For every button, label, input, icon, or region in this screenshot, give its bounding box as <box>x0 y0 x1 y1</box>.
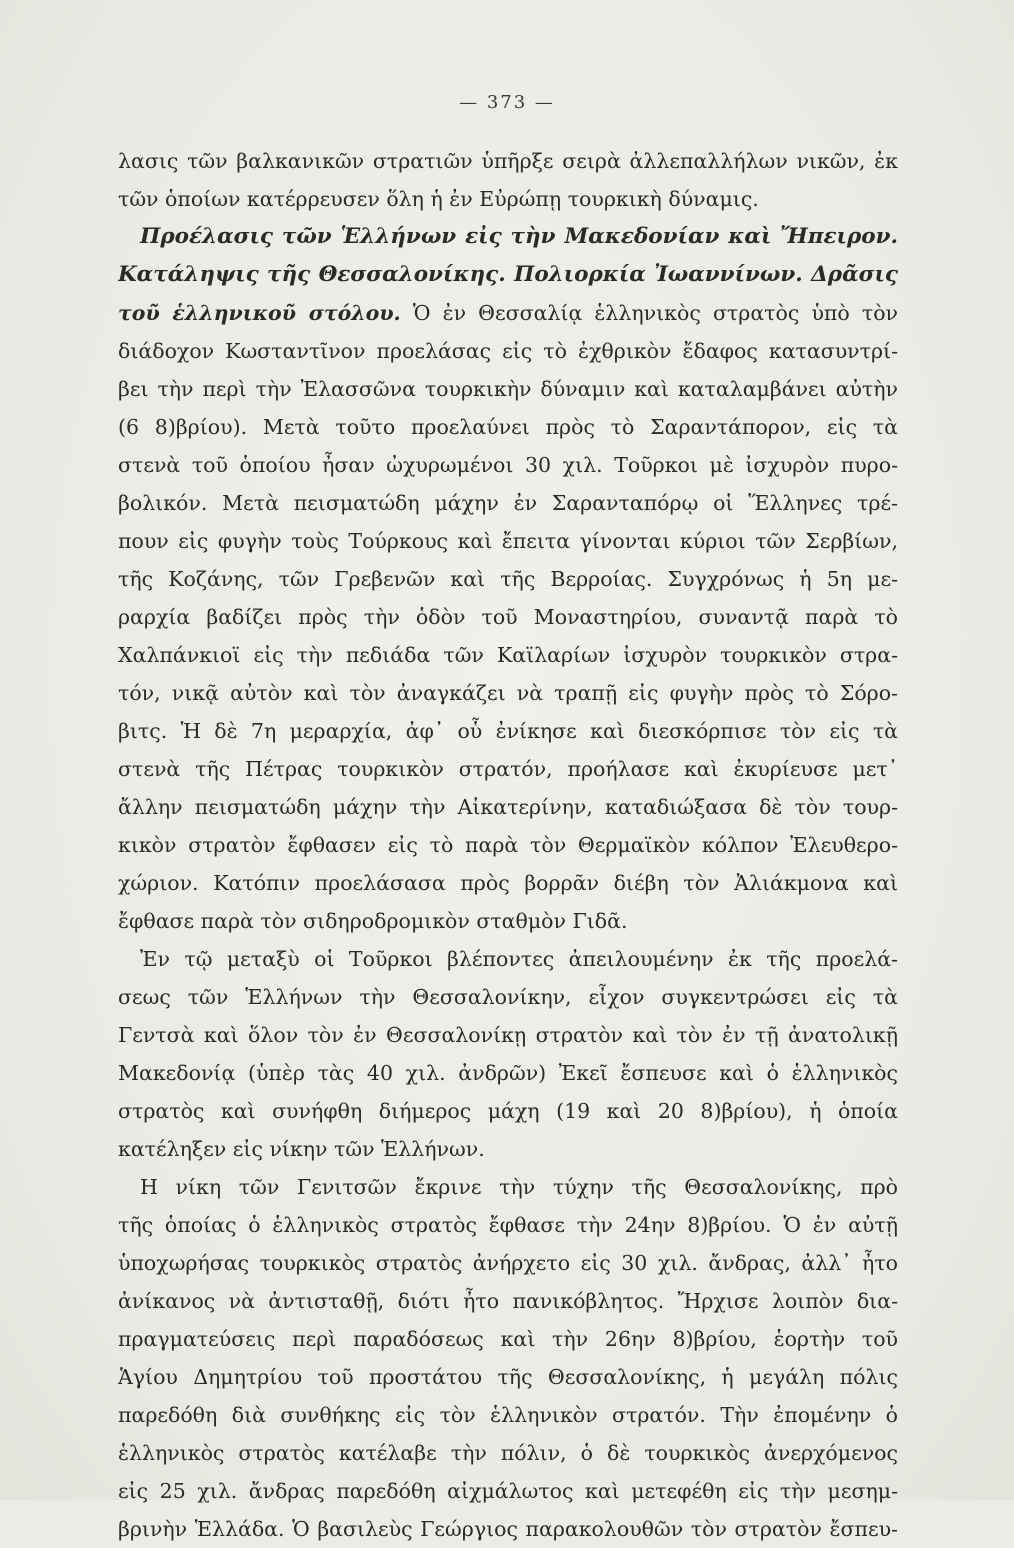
text-line: ὑποχωρήσας τουρκικὸς στρατὸς ἀνήρχετο εἰς 30 χιλ. ἄνδρας, ἀλλ᾽ ἦτο <box>118 1251 898 1275</box>
page-number: — 373 — <box>459 92 555 113</box>
paragraph-first-line: Ἐν τῷ μεταξὺ οἱ Τοῦρκοι βλέποντες ἀπειλουμένην ἐκ τῆς προελά- <box>140 947 898 971</box>
text-line: χώριον. Κατόπιν προελάσασα πρὸς βορρᾶν διέβη τὸν Ἀλιάκμονα καὶ <box>118 871 898 895</box>
text-line: βρινὴν Ἑλλάδα. Ὁ βασιλεὺς Γεώργιος παρακολουθῶν τὸν στρατὸν ἔσπευ- <box>118 1517 898 1541</box>
text-line: διάδοχον Κωσταντῖνον προελάσας εἰς τὸ ἐχθρικὸν ἔδαφος κατασυντρί- <box>118 339 898 363</box>
text-line: ἔφθασε παρὰ τὸν σιδηροδρομικὸν σταθμὸν Γιδᾶ. <box>118 909 628 933</box>
body-text <box>118 142 898 1548</box>
text-line: σεως τῶν Ἑλλήνων τὴν Θεσσαλονίκην, εἶχον συγκεντρώσει εἰς τὰ <box>118 985 898 1009</box>
text-line: κικὸν στρατὸν ἔφθασεν εἰς τὸ παρὰ τὸν Θερμαϊκὸν κόλπον Ἐλευθερο- <box>118 833 898 857</box>
text-line: βιτς. Ἡ δὲ 7η μεραρχία, ἀφ᾽ οὗ ἐνίκησε καὶ διεσκόρπισε τὸν εἰς τὰ <box>118 719 898 743</box>
text-line: (6 8)βρίου). Μετὰ τοῦτο προελαύνει πρὸς τὸ Σαραντάπορον, εἰς τὰ <box>118 415 898 439</box>
section-heading-tail: τοῦ ἑλληνικοῦ στόλου. <box>118 301 401 325</box>
text-line: στρατὸς καὶ συνήφθη διήμερος μάχη (19 καὶ 20 8)βρίου), ἡ ὁποία <box>118 1099 898 1123</box>
text-line: εἰς 25 χιλ. ἄνδρας παρεδόθη αἰχμάλωτος καὶ μετεφέθη εἰς τὴν μεσημ- <box>118 1479 898 1503</box>
text-line: λασις τῶν βαλκανικῶν στρατιῶν ὑπῆρξε σειρὰ ἀλλεπαλλήλων νικῶν, ἐκ <box>118 149 898 173</box>
text-line: τῶν ὁποίων κατέρρευσεν ὅλη ἡ ἐν Εὐρώπῃ τουρκικὴ δύναμις. <box>118 187 759 211</box>
text-line: πραγματεύσεις περὶ παραδόσεως καὶ τὴν 26ην 8)βρίου, ἑορτὴν τοῦ <box>118 1327 898 1351</box>
section-heading-line: Κατάληψις τῆς Θεσσαλονίκης. Πολιορκία Ἰωαννίνων. Δρᾶσις <box>118 262 898 287</box>
text-line <box>118 294 898 332</box>
text-line: Χαλπάνκιοϊ εἰς τὴν πεδιάδα τῶν Καϊλαρίων ἰσχυρὸν τουρκικὸν στρα- <box>118 643 898 667</box>
text-line: ραρχία βαδίζει πρὸς τὴν ὁδὸν τοῦ Μοναστηρίου, συναντᾷ παρὰ τὸ <box>118 605 898 629</box>
text-line: Γεντσὰ καὶ ὅλον τὸν ἐν Θεσσαλονίκῃ στρατὸν καὶ τὸν ἐν τῇ ἀνατολικῇ <box>118 1023 898 1047</box>
text-line: στενὰ τοῦ ὁποίου ἦσαν ὠχυρωμένοι 30 χιλ. Τοῦρκοι μὲ ἰσχυρὸν πυρο- <box>118 453 898 477</box>
text-line: βει τὴν περὶ τὴν Ἐλασσῶνα τουρκικὴν δύναμιν καὶ καταλαμβάνει αὐτὴν <box>118 377 898 401</box>
section-heading-line: Προέλασις τῶν Ἑλλήνων εἰς τὴν Μακεδονίαν καὶ Ἤπειρον. <box>140 224 898 249</box>
text-line: ἄλλην πεισματώδη μάχην τὴν Αἰκατερίνην, καταδιώξασα δὲ τὸν τουρ- <box>118 795 898 819</box>
text-line: ἀνίκανος νὰ ἀντισταθῇ, διότι ἦτο πανικόβλητος. Ἤρχισε λοιπὸν δια- <box>118 1289 898 1313</box>
text-line: ἑλληνικὸς στρατὸς κατέλαβε τὴν πόλιν, ὁ δὲ τουρκικὸς ἀνερχόμενος <box>118 1441 898 1465</box>
text-line: παρεδόθη διὰ συνθήκης εἰς τὸν ἑλληνικὸν στρατόν. Τὴν ἐπομένην ὁ <box>118 1403 898 1427</box>
paragraph-first-line: Η νίκη τῶν Γενιτσῶν ἔκρινε τὴν τύχην τῆς Θεσσαλονίκης, πρὸ <box>140 1175 898 1199</box>
text-line: τόν, νικᾷ αὐτὸν καὶ τὸν ἀναγκάζει νὰ τραπῇ εἰς φυγὴν πρὸς τὸ Σόρο- <box>118 681 898 705</box>
text-line: στενὰ τῆς Πέτρας τουρκικὸν στρατόν, προήλασε καὶ ἐκυρίευσε μετ᾽ <box>118 757 898 781</box>
text-line: βολικόν. Μετὰ πεισματώδη μάχην ἐν Σαρανταπόρῳ οἱ Ἕλληνες τρέ- <box>118 491 898 515</box>
text-line-rest: Ὁ ἐν Θεσσαλίᾳ ἑλληνικὸς στρατὸς ὑπὸ τὸν <box>400 301 898 325</box>
text-line: κατέληξεν εἰς νίκην τῶν Ἑλλήνων. <box>118 1137 485 1161</box>
text-line: Μακεδονίᾳ (ὑπὲρ τὰς 40 χιλ. ἀνδρῶν) Ἐκεῖ ἔσπευσε καὶ ὁ ἑλληνικὸς <box>118 1061 898 1085</box>
text-line: Ἁγίου Δημητρίου τοῦ προστάτου τῆς Θεσσαλονίκης, ἡ μεγάλη πόλις <box>118 1365 898 1389</box>
text-line: πουν εἰς φυγὴν τοὺς Τούρκους καὶ ἔπειτα γίνονται κύριοι τῶν Σερβίων, <box>118 529 898 553</box>
text-line: τῆς Κοζάνης, τῶν Γρεβενῶν καὶ τῆς Βερροίας. Συγχρόνως ἡ 5η με- <box>118 567 898 591</box>
text-line: τῆς ὁποίας ὁ ἑλληνικὸς στρατὸς ἔφθασε τὴν 24ην 8)βρίου. Ὁ ἐν αὐτῇ <box>118 1213 898 1237</box>
